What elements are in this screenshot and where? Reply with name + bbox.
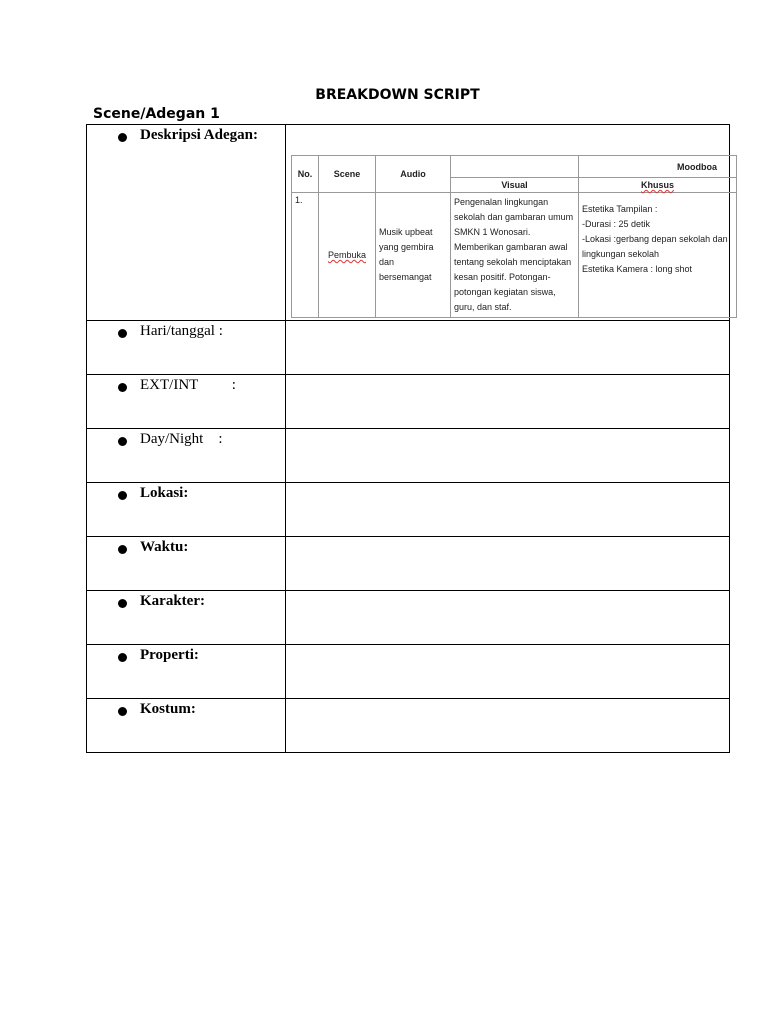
khusus-line: -Durasi : 25 detik [582,219,651,229]
label-properti: Properti: [140,647,199,663]
value-cell[interactable] [286,321,730,375]
label-day-night: Day/Night : [140,431,223,447]
khusus-line: Estetika Kamera : long shot [582,264,693,274]
breakdown-table [86,124,730,753]
row-lokasi [87,483,730,537]
value-cell[interactable] [286,429,730,483]
value-cell[interactable] [286,537,730,591]
row-hari-tanggal [87,321,730,375]
header-scene: Scene [319,156,376,193]
cell-no: 1. [292,193,319,318]
deskripsi-cell [286,125,730,321]
header-moodboard: Moodboa [579,156,737,178]
label-waktu: Waktu: [140,539,189,555]
label-deskripsi: Deskripsi Adegan: [140,127,258,143]
label-kostum: Kostum: [140,701,196,717]
cell-visual: Pengenalan lingkungan sekolah dan gambaran umum SMKN 1 Wonosari. Memberikan gambaran awal tentang sekolah menciptakan kesan positif. Potongan- potongan kegiatan siswa, guru, dan staf. [454,197,574,312]
value-cell[interactable] [286,591,730,645]
cell-audio: Musik upbeat yang gembira dan bersemangat [379,227,434,282]
header-audio: Audio [376,156,451,193]
value-cell[interactable] [286,483,730,537]
label-lokasi: Lokasi: [140,485,189,501]
row-waktu [87,537,730,591]
label-ext-int: EXT/INT : [140,377,236,393]
khusus-line: -Lokasi :gerbang depan sekolah dan lingkungan sekolah [582,234,728,259]
embedded-table [291,155,737,318]
row-kostum [87,699,730,753]
label-karakter: Karakter: [140,593,205,609]
row-day-night [87,429,730,483]
row-properti [87,645,730,699]
row-ext-int [87,375,730,429]
header-visual: Visual [451,178,579,193]
document-title: BREAKDOWN SCRIPT [315,87,480,103]
value-cell[interactable] [286,375,730,429]
row-deskripsi [87,125,730,321]
header-no: No. [292,156,319,193]
scene-heading: Scene/Adegan 1 [93,106,220,122]
row-karakter [87,591,730,645]
khusus-line: Estetika Tampilan : [582,204,658,214]
header-khusus: Khusus [579,178,737,193]
cell-scene: Pembuka [327,250,367,260]
value-cell[interactable] [286,699,730,753]
label-hari-tanggal: Hari/tanggal : [140,323,223,339]
value-cell[interactable] [286,645,730,699]
embedded-table-image [291,155,728,312]
